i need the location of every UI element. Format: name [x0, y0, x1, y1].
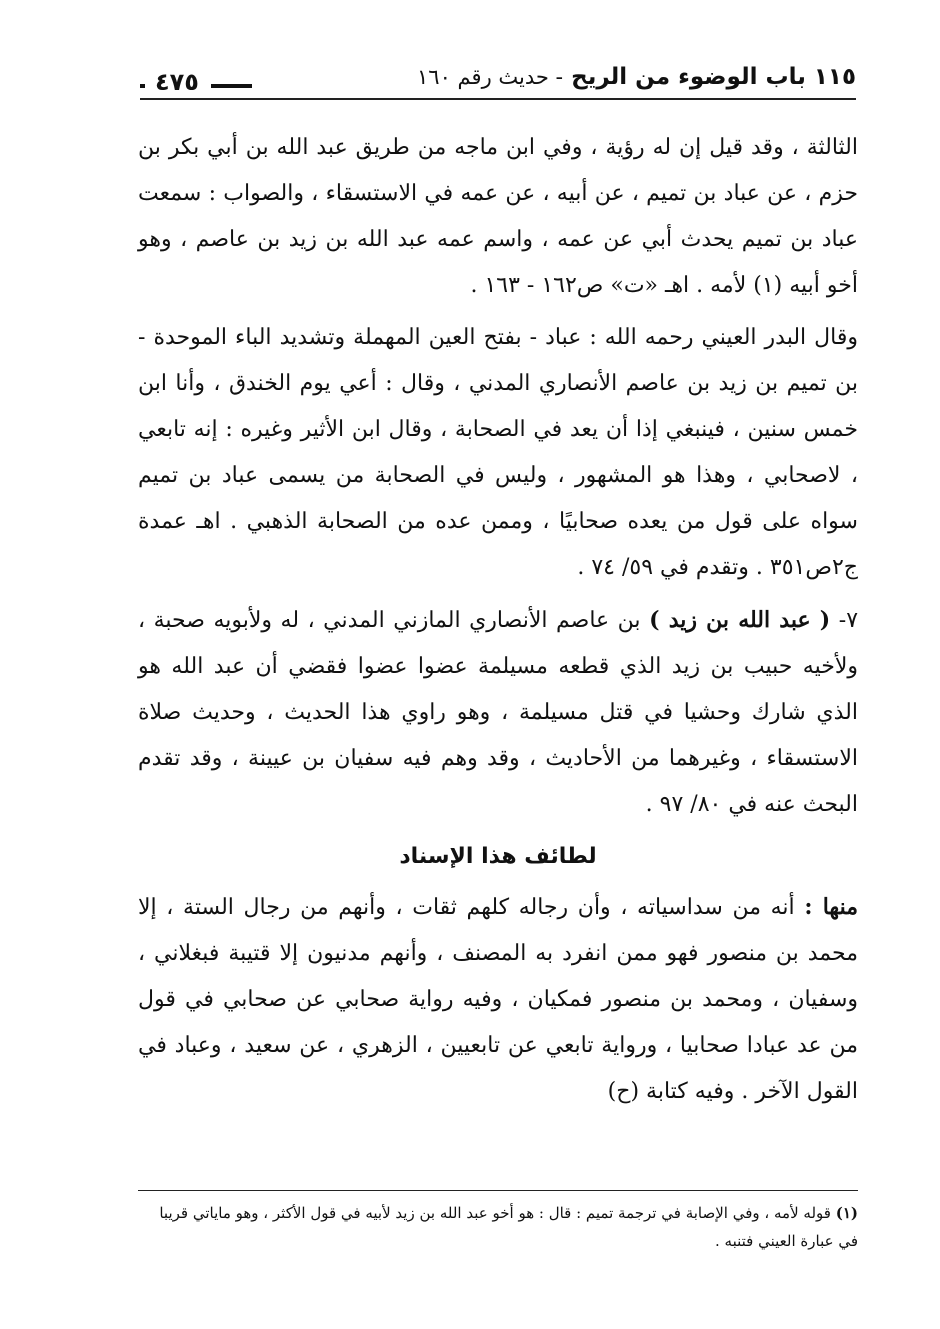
- footnote-text: قوله لأمه ، وفي الإصابة في ترجمة تميم : قال : هو أخو عبد الله بن زيد لأبيه في قول الأكثر ، وهو ماياتي قريبا في عبارة العيني فتنبه .: [159, 1204, 858, 1250]
- paragraph-4: [138, 884, 858, 1115]
- footnotes: [138, 1190, 858, 1255]
- lead-word: منها :: [804, 894, 858, 920]
- header-rule: [140, 98, 856, 100]
- section-heading: لطائف هذا الإسناد: [399, 844, 597, 869]
- paragraph-3-text: بن عاصم الأنصاري المازني المدني ، له ولأبويه صحبة ، ولأخيه حبيب بن زيد الذي قطعه مسيلمة عضوا عضوا فقضي أن عبد الله هو الذي شارك وحشيا في قتل مسيلمة ، وهو راوي هذا الحديث ، وحديث صلاة الاستسقاء ، وغيرهما من الأحاديث ، وقد وهم فيه سفيان بن عيينة ، وقد تقدم البحث عنه في ٨٠/ ٩٧ .: [138, 608, 858, 817]
- paragraph-1: الثالثة ، وقد قيل إن له رؤية ، وفي ابن ماجه من طريق عبد الله بن أبي بكر بن حزم ، عن عباد بن تميم ، عن أبيه ، عن عمه في الاستسقاء ، والصواب : سمعت عباد بن تميم يحدث أبي عن عمه ، واسم عمه عبد الله بن زيد بن عاصم ، وهو أخو أبيه (١) لأمه . اهـ «ت» ص١٦٢ - ١٦٣ .: [138, 135, 858, 298]
- page-body: [138, 125, 858, 1115]
- item-number: ٧-: [838, 608, 859, 633]
- paragraph-2: وقال البدر العيني رحمه الله : عباد - بفتح العين المهملة وتشديد الباء الموحدة - بن تميم بن زيد بن عاصم الأنصاري المدني ، وقال : أعي يوم الخندق ، وأنا ابن خمس سنين ، فينبغي إذا أن يعد في الصحابة ، وقال ابن الأثير وغيره : إنه تابعي ، لاصحابي ، وهذا هو المشهور ، وليس في الصحابة من يسمى عباد بن تميم سواه على قول من يعده صحابيًا ، وممن عده من الصحابة الذهبي . اهـ عمدة ج٢ص٣٥١ . وتقدم في ٥٩/ ٧٤ .: [138, 325, 858, 580]
- paragraph-4-text: أنه من سداسياته ، وأن رجاله كلهم ثقات ، وأنهم من رجال الستة ، إلا محمد بن منصور فهو ممن انفرد به المصنف ، وأنهم مدنيون إلا قتيبة فبغلاني ، وسفيان ، ومحمد بن منصور فمكيان ، وفيه رواية صحابي عن صحابي في قول من عد عبادا صحابيا ، ورواية تابعي عن تابعيين ، الزهري ، عن سعيد ، وعباد في القول الآخر . وفيه كتابة (ح): [138, 895, 858, 1104]
- running-title: [417, 64, 856, 90]
- page-number: ٤٧٥: [145, 68, 211, 96]
- page-header: [140, 62, 856, 104]
- narrator-name: ( عبد الله بن زيد ): [649, 607, 831, 633]
- footnote-marker: (١): [835, 1204, 858, 1222]
- chapter-title: ١١٥ باب الوضوء من الريح: [571, 64, 856, 90]
- paragraph-3: [138, 597, 858, 828]
- hadith-number: - حديث رقم ١٦٠: [417, 65, 564, 89]
